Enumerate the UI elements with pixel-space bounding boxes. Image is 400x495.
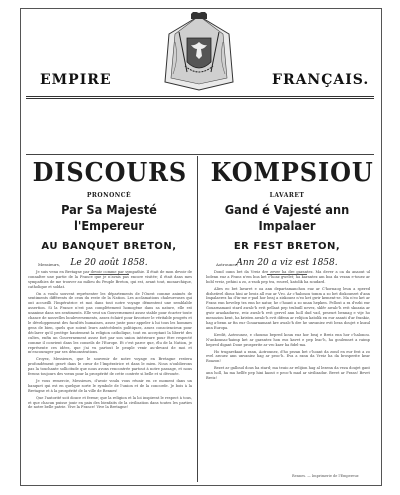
breton-speech-text	[206, 263, 370, 473]
french-speech-text	[28, 263, 192, 473]
speaker-line-br: Gand é Vajesté ann Impalaer	[224, 203, 350, 233]
paragraph-br: Bezet ar galloud dous ha stard; ma teuio ar relijion hag al lezenn da veza doujet gant ann holl, ha ma hellfe pep hini kaout e peoc'h mad ar sivilizadur. Bevet ar Frans! Bevet Breiz!	[206, 366, 370, 381]
salutation-fr: Messieurs,	[38, 263, 61, 267]
column-divider	[197, 156, 198, 482]
paragraph-fr: Croyez, Messieurs, que le souvenir de notre voyage en Bretagne restera profondément gravé dans le cœur de l'Impératrice et dans le mien. Nous n'oublierons pas la touchante sollicitude que nous avons rencontrée partout à notre passage, et nous ferons toujours des vœux pour la prospérité de cette contrée si belle et si dévouée.	[28, 357, 192, 377]
breton-heading	[204, 158, 374, 275]
paragraph-br: Alies eo bet lavaret e oa ann departamanchou euz ar C'hornaog leun a spered disheñvel diouz hini ar broiz all euz ar Vro. Ar c'halonou tomm a zo bet diskouezet d'ann Impalaerez ha d'in-me e-pad hor beaj a ziskouez n'eo ket gwir kement-se. Ma n'eo ket ar Frans eun hevelep tra enn he natur, he c'hoant a zo unan hepken. Fellout a ra d'ezhi eur Gouarnamant stard awalc'h evit pellaat pep trubuill nevez, sklêr awalc'h evit skoazia ar gwir araokadurez, reiz awalc'h evit gervel ann holl dud vad, peseurt bennag e vije ho menoziou kent, ha kristen awalc'h evit difenn ar relijion katolik en eur asanti d'ar frankiz, hag a-benn ar fin eur Gouarnamant kre awalc'h dre he unvaniez evit beza doujet e kuzul ann Europa.	[206, 286, 370, 330]
title-discours: DISCOURS	[32, 158, 188, 188]
salutation-br: Aotrounez,	[216, 263, 239, 267]
title-kompsiou: KOMPSIOU	[210, 158, 374, 188]
header-empire: EMPIRE	[40, 72, 112, 88]
header-rule-left	[26, 154, 374, 155]
paragraph-fr: Je vous remercie, Messieurs, d'avoir voulu vous réunir en ce moment dans un banquet qui est en quelque sorte le symbole de l'union et de la concorde. Je bois à la Bretagne et à la prospérité de la ville de Rennes!	[28, 378, 192, 393]
imperial-crest-icon	[161, 12, 237, 94]
proclamation-poster	[14, 8, 386, 488]
date-line-fr: Le 20 août 1858.	[70, 258, 148, 268]
paragraph-fr: Que l'autorité soit douce et ferme; que la religion et la loi inspirent le respect à tous, et que chacun puisse jouir en paix des bienfaits de la civilisation dans toutes les parties de notre belle patrie. Vive la France! Vive la Bretagne!	[28, 395, 192, 410]
paragraph-fr: On a voulu souvent représenter les départements de l'Ouest comme animés de sentiments différents de ceux du reste de la Nation. Les acclamations chaleureuses qui ont accueilli l'Impératrice et moi dans tout notre voyage démentent une semblable assertion. Si la France n'est pas complètement homogène dans sa nature, elle est unanime dans ses sentiments. Elle veut un Gouvernement assez stable pour écarter toute chance de nouvelles bouleversements, assez éclairé pour favoriser le véritable progrès et le développement des facultés humaines, assez juste pour appeler à lui tous les hommes gens de bien, quels que soient leurs antécédents politiques, assez consciencieux pour déclarer qu'il protège hautement la religion catholique, tout en acceptant la liberté des cultes, enfin un Gouvernement assez fort par son union intérieure pour être respecté comme il convient dans les conseils de l'Europe. Et c'est parce que, élu de la Nation, je représente ces idées, que j'ai vu partout le peuple venir au-devant de moi et m'encourager par ses démonstrations.	[28, 291, 192, 355]
header-francais: FRANÇAIS.	[272, 72, 370, 88]
speaker-line-fr: Par Sa Majesté l'Empereur	[61, 203, 157, 233]
french-heading	[26, 158, 192, 275]
printer-imprint: Rennes. — Imprimerie de l'Empereur.	[292, 474, 360, 478]
top-rule	[26, 96, 374, 99]
paragraph-fr: Je suis venu en Bretagne par devoir comme par sympathie. Il était de mon devoir de connaître une partie de la France que je n'avais pas encore visitée; il était dans mes sympathies de me trouver au milieu du Peuple Breton, qui est, avant tout, monarchique, catholique et soldat.	[28, 269, 192, 289]
date-line-br: Ann 20 a viz est 1858.	[236, 258, 338, 268]
paragraph-br: Kredit, Aotrounez, e choumo bepred koun euz hor beaj e Breiz enn hor c'halonou. N'ankounac'haimp ket ar garantez hon eus kavet e pep leac'h, ha goulennet a raimp bepred digant Doue prosperite ar vro kaer ha fidel-ma.	[206, 332, 370, 347]
paragraph-br: Ho trugarekaat a rann, Aotrounez, d'ho pezan bet c'hoant da zond en eur fest a zo evel arouez ann unvaniez hag ar peoc'h. Eva a rann da Vreiz ha da brosperite kear Roazon!	[206, 349, 370, 364]
paragraph-br: Dond ounn bet da Vreiz dre zever ha dre garantez. Ma dever a oa da anaout ul lodenn euz a Frans n'em boa ket c'hoaz gwelet; ha karantez am boa da vezan e-touez ar bobl vreiz, pehini a zo, a-raok pep tra, roueel, katolik ha soudard.	[206, 269, 370, 284]
subtitle-lavaret: LAVARET	[269, 192, 305, 199]
subtitle-prononce: PRONONCÉ	[86, 192, 132, 199]
event-line-fr: AU BANQUET BRETON,	[41, 241, 177, 252]
event-line-br: ER FEST BRETON,	[233, 241, 341, 252]
